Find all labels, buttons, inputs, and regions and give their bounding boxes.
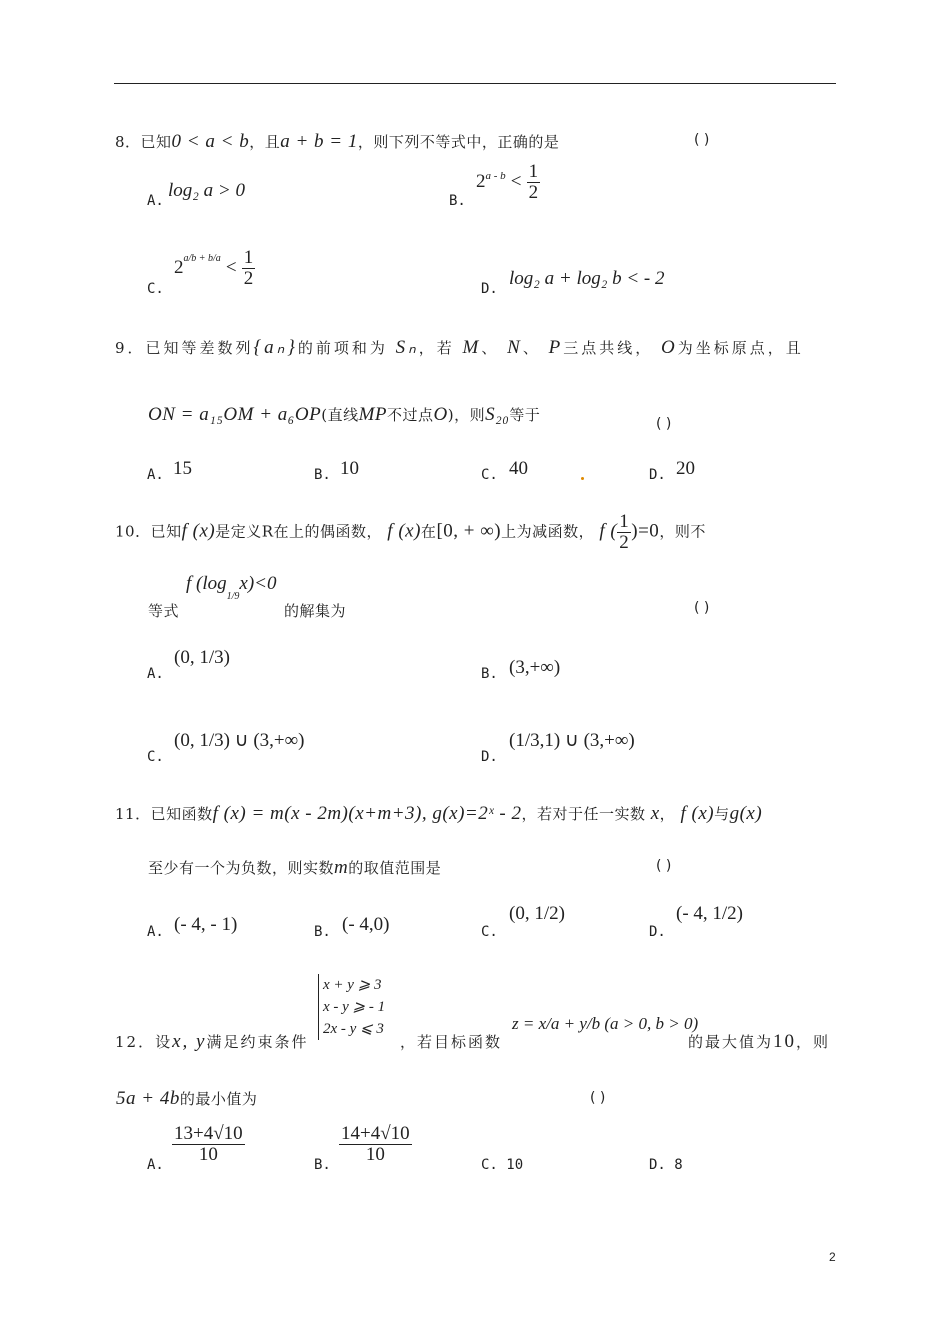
q12-option-b-label: B. (314, 1157, 331, 1173)
q10-inequality: f $(\log_{1/9}x)<0$ (186, 573, 277, 602)
q9-option-a-label: A. (147, 467, 164, 483)
q11-option-c-label: C. (481, 924, 498, 940)
stray-mark (581, 477, 584, 480)
q11-option-d-label: D. (649, 924, 666, 940)
q10-line2-post: 的解集为 (284, 602, 347, 620)
q10-option-a-label: A. (147, 666, 164, 682)
q12-option-a-label: A. (147, 1157, 164, 1173)
q10-option-b: (3,+∞) (509, 657, 561, 678)
q11-line2: 至少有一个为负数，则实数m的取值范围是 (148, 857, 442, 878)
page-number: 2 (829, 1250, 836, 1264)
q12-objective: z = x/a + y/b (a > 0, b > 0) (512, 1014, 699, 1033)
q12-option-c: C. 10 (481, 1157, 524, 1173)
q11-option-c: (0, 1/2) (509, 903, 565, 924)
q8-answer-paren: ( ) (694, 132, 710, 148)
q10-option-c: (0, 1/3) ∪ (3,+∞) (174, 730, 305, 751)
q12-option-d: D. 8 (649, 1157, 683, 1173)
q10-answer-paren: ( ) (694, 600, 710, 616)
q11-option-a-label: A. (147, 924, 164, 940)
q8-stem: 8．已知0 < a < b，且a + b = 1，则下列不等式中，正确的是 (115, 131, 560, 152)
q12-constraint-system: x + y ⩾ 3 x - y ⩾ - 1 2x - y ⩽ 3 (318, 974, 385, 1040)
q9-stem: 9．已知等差数列{aₙ}的前项和为 Sₙ，若 M、 N、 P三点共线， O为坐标原点，且 (115, 337, 804, 358)
q11-option-d: (- 4, 1/2) (676, 903, 744, 924)
q11-answer-paren: ( ) (656, 858, 672, 874)
q9-answer-paren: ( ) (656, 416, 672, 432)
q10-option-a: (0, 1/3) (174, 647, 230, 668)
q9-condition: ON = a₁₅OM + a₆OP(直线MP不过点O)，则S₂₀等于 (148, 404, 541, 425)
q9-option-d: 20 (676, 458, 695, 479)
q10-option-c-label: C. (147, 749, 164, 765)
q11-option-b: (- 4,0) (342, 914, 390, 935)
q12-option-a: $\frac{13+4√10}{10}$ (174, 1123, 243, 1165)
q11-stem: 11．已知函数f (x) = m(x - 2m)(x+m+3), g(x)=2ˣ - 2，若对于任一实数 x， f (x)与g(x) (115, 803, 763, 824)
q8-option-d: log₂ a + log₂ b < - 2 (509, 268, 665, 289)
q9-option-c: 40 (509, 458, 528, 479)
q12-stem-a: 12．设x, y满足约束条件 (115, 1031, 309, 1052)
q8-option-a-label: A. (147, 193, 164, 209)
q10-stem: 10．已知f (x)是定义R在上的偶函数， f (x)在[0, + ∞)上为减函数， f ( $\frac{1}{2}$ )=0，则不 (115, 511, 706, 553)
q12-stem-b: ，若目标函数 (400, 1033, 503, 1051)
q8-option-d-label: D. (481, 281, 498, 297)
q12-line2: 5a + 4b的最小值为 (116, 1088, 258, 1109)
q9-option-a: 15 (173, 458, 192, 479)
q9-option-c-label: C. (481, 467, 498, 483)
q11-option-b-label: B. (314, 924, 331, 940)
header-rule (114, 83, 836, 84)
q8-option-c-label: C. (147, 281, 164, 297)
q10-option-d-label: D. (481, 749, 498, 765)
q9-option-d-label: D. (649, 467, 666, 483)
q8-option-b-label: B. (449, 193, 466, 209)
q12-stem-c: 的最大值为10，则 (688, 1031, 831, 1052)
q10-line2-pre: 等式 (148, 602, 180, 620)
q8-option-b: 2$^{a - b}$ < $\frac{1}{2}$ (476, 161, 539, 203)
q12-option-b: $\frac{14+4√10}{10}$ (341, 1123, 410, 1165)
q11-option-a: (- 4, - 1) (174, 914, 238, 935)
q8-option-c: $2^{a/b + b/a}$ < $\frac{1}{2}$ (174, 247, 254, 289)
q12-answer-paren: ( ) (590, 1090, 606, 1106)
q8-option-a: log₂ a > 0 (168, 180, 245, 201)
q9-option-b-label: B. (314, 467, 331, 483)
q9-option-b: 10 (340, 458, 359, 479)
q10-option-b-label: B. (481, 666, 498, 682)
q10-option-d: (1/3,1) ∪ (3,+∞) (509, 730, 635, 751)
